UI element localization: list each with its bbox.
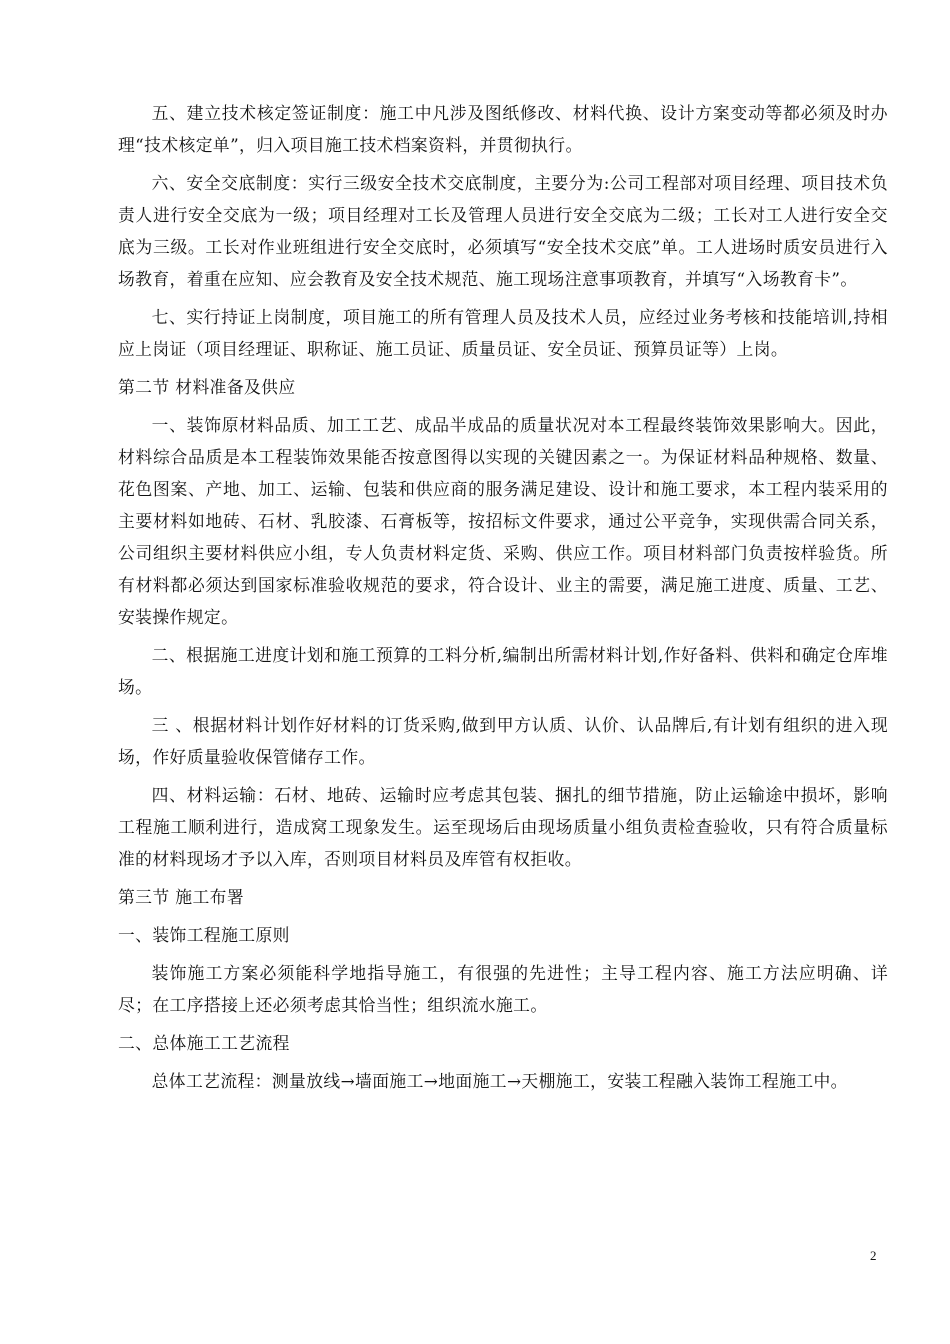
paragraph-material-quality: 一、装饰原材料品质、加工工艺、成品半成品的质量状况对本工程最终装饰效果影响大。因此，材料综合品质是本工程装饰效果能否按意图得以实现的关键因素之一。为保证材料品种规格、数量、花色图案、产地、加工、运输、包装和供应商的服务满足建设、设计和施工要求，本工程内装采用的主要材料如地砖、石材、乳胶漆、石膏板等，按招标文件要求，通过公平竞争，实现供需合同关系，公司组织主要材料供应小组，专人负责材料定货、采购、供应工作。项目材料部门负责按样验货。所有材料都必须达到国家标准验收规范的要求，符合设计、业主的需要，满足施工进度、质量、工艺、安装操作规定。 (118, 415, 888, 627)
section-heading-deployment: 第三节 施工布署 (118, 887, 245, 907)
paragraph-safety-briefing: 六、安全交底制度：实行三级安全技术交底制度，主要分为:公司工程部对项目经理、项目技术负责人进行安全交底为一级；项目经理对工长及管理人员进行安全交底为二级；工长对工人进行安全交底为三级。工长对作业班组进行安全交底时，必须填写“安全技术交底”单。工人进场时质安员进行入场教育，着重在应知、应会教育及安全技术规范、施工现场注意事项教育，并填写“入场教育卡”。 (118, 173, 888, 289)
subheading-process-flow: 二、总体施工工艺流程 (118, 1033, 290, 1053)
section-heading-materials: 第二节 材料准备及供应 (118, 377, 296, 397)
document-body (118, 97, 888, 1103)
paragraph-process-flow: 总体工艺流程：测量放线→墙面施工→地面施工→天棚施工，安装工程融入装饰工程施工中。 (151, 1071, 848, 1091)
paragraph-principles: 装饰施工方案必须能科学地指导施工，有很强的先进性；主导工程内容、施工方法应明确、详尽；在工序搭接上还必须考虑其恰当性；组织流水施工。 (118, 963, 888, 1015)
paragraph-material-plan: 二、根据施工进度计划和施工预算的工料分析,编制出所需材料计划,作好备料、供料和确定仓库堆场。 (118, 645, 888, 697)
page-number: 2 (870, 1248, 877, 1263)
paragraph-certified-posts: 七、实行持证上岗制度，项目施工的所有管理人员及技术人员，应经过业务考核和技能培训,持相应上岗证（项目经理证、职称证、施工员证、质量员证、安全员证、预算员证等）上岗。 (118, 307, 888, 359)
paragraph-material-purchase: 三 、根据材料计划作好材料的订货采购,做到甲方认质、认价、认品牌后,有计划有组织的进入现场，作好质量验收保管储存工作。 (118, 715, 888, 767)
paragraph-technical-verification: 五、建立技术核定签证制度：施工中凡涉及图纸修改、材料代换、设计方案变动等都必须及时办理“技术核定单”，归入项目施工技术档案资料，并贯彻执行。 (118, 103, 888, 155)
paragraph-material-transport: 四、材料运输：石材、地砖、运输时应考虑其包装、捆扎的细节措施，防止运输途中损坏，影响工程施工顺利进行，造成窝工现象发生。运至现场后由现场质量小组负责检查验收，只有符合质量标准的材料现场才予以入库，否则项目材料员及库管有权拒收。 (118, 785, 888, 869)
subheading-principles: 一、装饰工程施工原则 (118, 925, 290, 945)
